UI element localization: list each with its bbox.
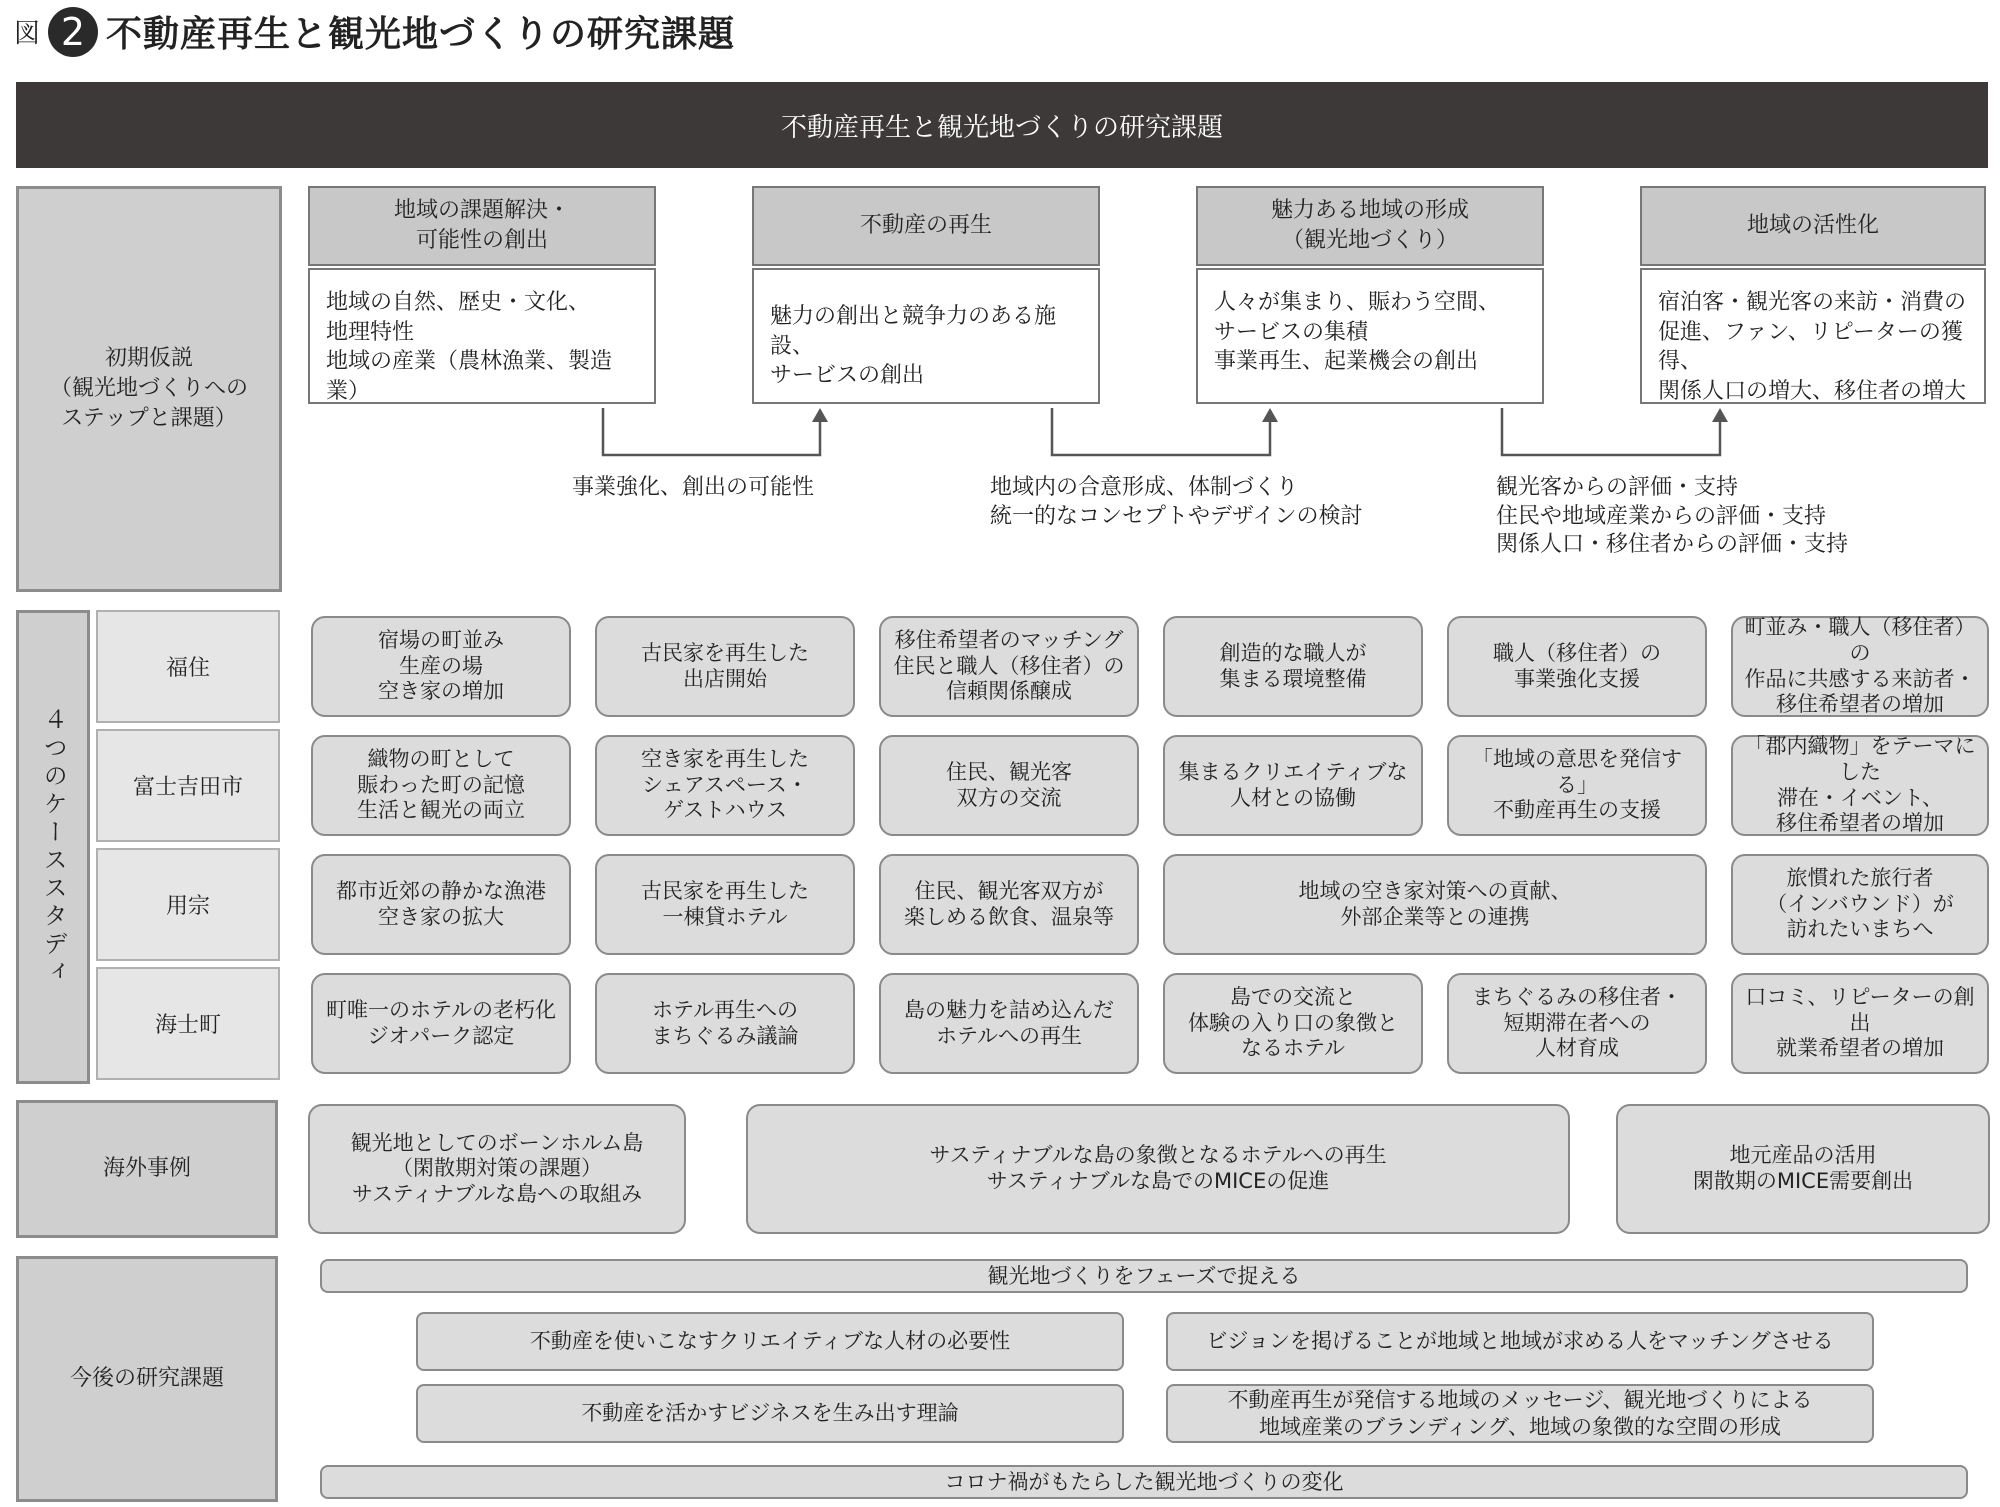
connector-1: [603, 408, 820, 455]
connector-3: [1502, 408, 1720, 455]
overseas-item: 観光地としてのボーンホルム島 （閑散期対策の課題） サスティナブルな島への取組み: [308, 1104, 686, 1234]
case-cell: 町唯一のホテルの老朽化 ジオパーク認定: [311, 973, 571, 1074]
case-cell: 移住希望者のマッチング 住民と職人（移住者）の 信頼関係醸成: [879, 616, 1139, 717]
arrow-up-icon: [1712, 408, 1728, 422]
stage-2-body: 魅力の創出と競争力のある施設、 サービスの創出: [752, 268, 1100, 404]
row-label-ama: 海士町: [96, 967, 280, 1080]
connector-note-3: 観光客からの評価・支持 住民や地域産業からの評価・支持 関係人口・移住者からの評価・支持: [1496, 475, 1849, 558]
future-bottom-bar: コロナ禍がもたらした観光地づくりの変化: [320, 1465, 1968, 1499]
future-top-bar: 観光地づくりをフェーズで捉える: [320, 1259, 1968, 1293]
case-cell: 空き家を再生した シェアスペース・ ゲストハウス: [595, 735, 855, 836]
connector-2: [1052, 408, 1270, 455]
row-label-mochimune: 用宗: [96, 848, 280, 961]
figure-title: 不動産再生と観光地づくりの研究課題: [106, 14, 736, 55]
overseas-item: サスティナブルな島の象徴となるホテルへの再生 サスティナブルな島でのMICEの促進: [746, 1104, 1570, 1234]
figure-number-badge: 2: [48, 7, 98, 57]
stage-3-body: 人々が集まり、賑わう空間、 サービスの集積 事業再生、起業機会の創出: [1196, 268, 1544, 404]
case-cell: 口コミ、リピーターの創出 就業希望者の増加: [1731, 973, 1989, 1074]
case-cell: 住民、観光客 双方の交流: [879, 735, 1139, 836]
row-label-fujiyoshida: 富士吉田市: [96, 729, 280, 842]
stage-3-head: 魅力ある地域の形成 （観光地づくり）: [1196, 186, 1544, 266]
case-cell: 集まるクリエイティブな 人材との協働: [1163, 735, 1423, 836]
hypothesis-label: 初期仮説 （観光地づくりへの ステップと課題）: [16, 186, 282, 592]
case-cell: 古民家を再生した 一棟貸ホテル: [595, 854, 855, 955]
future-item: 不動産を使いこなすクリエイティブな人材の必要性: [416, 1312, 1124, 1371]
case-cell: 宿場の町並み 生産の場 空き家の増加: [311, 616, 571, 717]
case-cell: ホテル再生への まちぐるみ議論: [595, 973, 855, 1074]
case-cell: 住民、観光客双方が 楽しめる飲食、温泉等: [879, 854, 1139, 955]
connector-note-1: 事業強化、創出の可能性: [572, 475, 815, 500]
case-cell: 島の魅力を詰め込んだ ホテルへの再生: [879, 973, 1139, 1074]
future-label: 今後の研究課題: [16, 1256, 278, 1502]
case-cell: 旅慣れた旅行者 （インバウンド）が 訪れたいまちへ: [1731, 854, 1989, 955]
case-cell: まちぐるみの移住者・ 短期滞在者への 人材育成: [1447, 973, 1707, 1074]
future-item: 不動産再生が発信する地域のメッセージ、観光地づくりによる 地域産業のブランディング、地域の象徴的な空間の形成: [1166, 1384, 1874, 1443]
future-item: 不動産を活かすビジネスを生み出す理論: [416, 1384, 1124, 1443]
stage-2-head: 不動産の再生: [752, 186, 1100, 266]
case-cell: 「郡内織物」をテーマにした 滞在・イベント、 移住希望者の増加: [1731, 735, 1989, 836]
overseas-item: 地元産品の活用 閑散期のMICE需要創出: [1616, 1104, 1990, 1234]
case-cell: 職人（移住者）の 事業強化支援: [1447, 616, 1707, 717]
case-cell: 織物の町として 賑わった町の記憶 生活と観光の両立: [311, 735, 571, 836]
case-cell: 都市近郊の静かな漁港 空き家の拡大: [311, 854, 571, 955]
stage-1-body: 地域の自然、歴史・文化、 地理特性 地域の産業（農林漁業、製造業）: [308, 268, 656, 404]
connector-note-2: 地域内の合意形成、体制づくり 統一的なコンセプトやデザインの検討: [990, 475, 1363, 529]
stage-4-body: 宿泊客・観光客の来訪・消費の 促進、ファン、リピーターの獲得、 関係人口の増大、移住者の増大: [1640, 268, 1986, 404]
stage-4-head: 地域の活性化: [1640, 186, 1986, 266]
case-cell: 島での交流と 体験の入り口の象徴と なるホテル: [1163, 973, 1423, 1074]
case-cell: 古民家を再生した 出店開始: [595, 616, 855, 717]
arrow-up-icon: [1262, 408, 1278, 422]
overseas-label: 海外事例: [16, 1100, 278, 1238]
diagram-banner: 不動産再生と観光地づくりの研究課題: [16, 82, 1988, 168]
case-cell: 町並み・職人（移住者）の 作品に共感する来訪者・ 移住希望者の増加: [1731, 616, 1989, 717]
stage-1-head: 地域の課題解決・ 可能性の創出: [308, 186, 656, 266]
row-label-fukusumi: 福住: [96, 610, 280, 723]
future-item: ビジョンを掲げることが地域と地域が求める人をマッチングさせる: [1166, 1312, 1874, 1371]
case-studies-label: ４つのケーススタディ: [16, 610, 90, 1084]
case-cell: 創造的な職人が 集まる環境整備: [1163, 616, 1423, 717]
figure-label: 図: [14, 19, 41, 49]
arrow-up-icon: [812, 408, 828, 422]
case-cell: 「地域の意思を発信する」 不動産再生の支援: [1447, 735, 1707, 836]
case-cell-wide: 地域の空き家対策への貢献、 外部企業等との連携: [1163, 854, 1707, 955]
